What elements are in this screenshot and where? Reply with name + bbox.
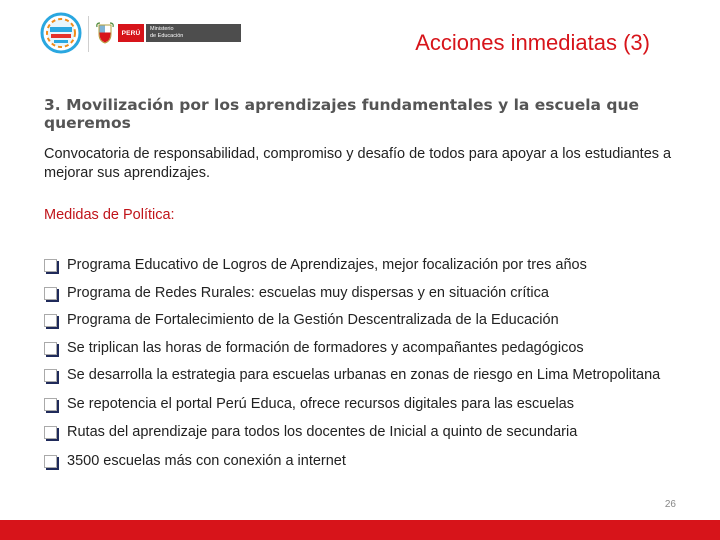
ministry-line-1: Ministerio [150, 26, 174, 32]
intro-text: Convocatoria de responsabilidad, compromiso y desafío de todos para apoyar a los estudiantes a mejorar sus aprendizajes. [44, 146, 672, 181]
page-number: 26 [664, 499, 676, 510]
measure-text: Se repotencia el portal Perú Educa, ofrece recursos digitales para las escuelas [67, 395, 574, 412]
measure-item [44, 395, 684, 414]
checkbox-bullet-icon [44, 398, 57, 411]
measures-list [44, 256, 684, 471]
measure-item [44, 339, 684, 358]
slide-title: Acciones inmediatas (3) [415, 30, 650, 55]
footer-bar [0, 520, 720, 540]
measure-item [44, 423, 684, 442]
measure-text: Se triplican las horas de formación de formadores y acompañantes pedagógicos [67, 339, 584, 356]
measure-item [44, 452, 684, 471]
checkbox-bullet-icon [44, 314, 57, 327]
ministry-label [146, 24, 241, 42]
measure-item [44, 256, 684, 275]
ministry-line-2: de Educación [150, 32, 184, 39]
peru-coat-of-arms-icon [96, 22, 114, 44]
campaign-seal-logo [40, 12, 82, 54]
peru-badge: PERÚ [118, 24, 144, 42]
checkbox-bullet-icon [44, 455, 57, 468]
logo-divider [88, 16, 89, 52]
measure-item [44, 311, 684, 330]
measure-text: Programa de Redes Rurales: escuelas muy dispersas y en situación crítica [67, 284, 549, 301]
section-heading: 3. Movilización por los aprendizajes fundamentales y la escuela que queremos [44, 96, 640, 132]
measure-item [44, 366, 684, 385]
checkbox-bullet-icon [44, 369, 57, 382]
measure-text: Programa de Fortalecimiento de la Gestión Descentralizada de la Educación [67, 312, 559, 329]
policy-heading: Medidas de Política: [44, 207, 175, 223]
measure-text: Se desarrolla la estrategia para escuelas urbanas en zonas de riesgo en Lima Metropolitana [67, 367, 661, 384]
measure-text: 3500 escuelas más con conexión a internet [67, 452, 346, 469]
header-logos [40, 12, 210, 54]
checkbox-bullet-icon [44, 287, 57, 300]
measure-text: Programa Educativo de Logros de Aprendizajes, mejor focalización por tres años [67, 257, 587, 273]
measure-item [44, 284, 684, 303]
checkbox-bullet-icon [44, 259, 57, 272]
checkbox-bullet-icon [44, 426, 57, 439]
checkbox-bullet-icon [44, 342, 57, 355]
measure-text: Rutas del aprendizaje para todos los docentes de Inicial a quinto de secundaria [67, 424, 578, 441]
